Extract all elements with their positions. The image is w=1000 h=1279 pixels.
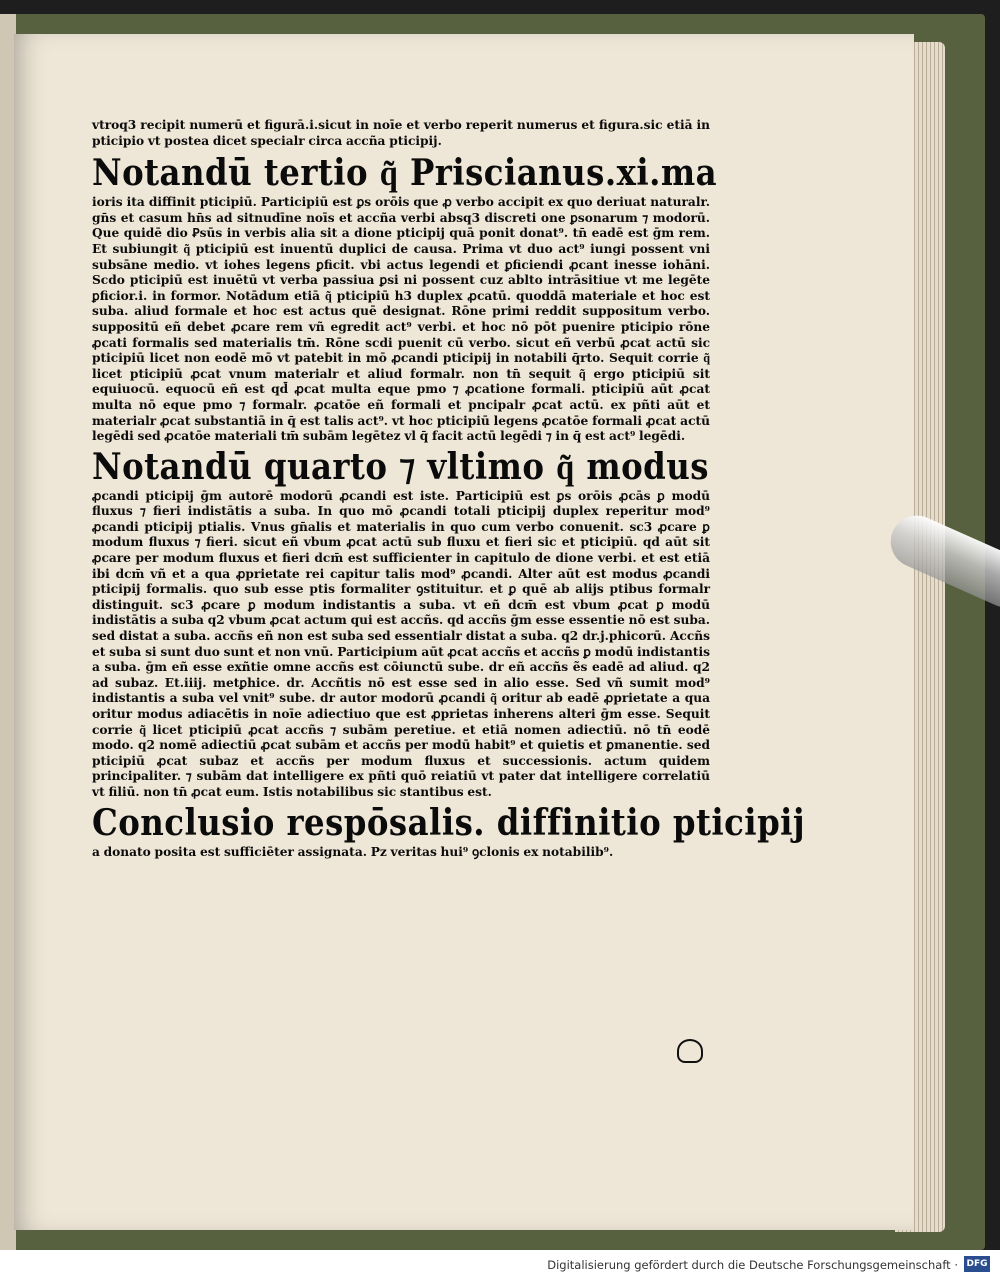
paragraph-2: ioris ita diffinit pticipiū. Participiū est ꝑs orōis que ꝓ verbo accipit ex quo deriuat naturalr. gn̄s et casum hn̄s ad sitnudīne noīs et accña verbi absq3 discreti one ꝑsonarum ⁊ modorū. Que quidē dio Ꝑsūs in verbis alia sit a dione pticipij quā ponit donat⁹. tn̄ eadē est ḡm rem. Et subiungit q͂ pticipiū est inuentū duplici de causa. Prima vt duo act⁹ iungi possent vni subsāne medio. vt iohes legens ꝑficit. vbi actus legendi et ꝑficiendi ꝓcant inesse iohāni. Scdo pticipiū est inuētū vt verba passiua ꝑsi ni possent cuz ablto intrāsitiue vt me legēte ꝑficior.i. in formor. Notādum etiā q͂ pticipiū h3 duplex ꝓcatū. quoddā materiale et hoc est suba. aliud formale et hoc est actus quē designat. Rōne primi reddit suppositum verbo. suppositū eñ debet ꝓcare rem vñ egredit act⁹ verbi. et hoc nō pōt puenire pticipio rōne ꝓcati formalis sed materialis tm̄. Rōne scdi puenit cū verbo. sicut eñ verbū ꝓcat actū sic pticipiū licet non eodē mō vt patebit in mō ꝓcandi pticipij in notabili q̄rto. Sequit corrie q͂ licet pticipiū ꝓcat vnum materialr et aliud formalr. non tn̄ sequit q͂ ergo pticipiū sit equiuocū. equocū eñ est qd̄ ꝓcat multa eque pmo ⁊ ꝓcatione formali. pticipiū aūt ꝓcat multa nō eque pmo ⁊ formalr. ꝓcatōe eñ formali et pncipalr ꝓcat actū. ex pñti aūt et materialr ꝓcat substantiā in q̄ est talis act⁹. vt hoc pticipiū legens ꝓcatōe formali ꝓcat actū legēdi sed ꝓcatōe materiali tm̄ subām legētez vl q̄ facit actū legēdi ⁊ in q̄ est act⁹ legēdi. — [92, 195, 710, 444]
paragraph-3: ꝓcandi pticipij ḡm autorē modorū ꝓcandi est iste. Participiū est ꝑs orōis ꝓcās ꝑ modū fluxus ⁊ fieri indistātis a suba. In quo mō ꝓcandi totali pticipij duplex reperitur mod⁹ ꝓcandi pticipij ptialis. Vnus gn̄alis et materialis in quo cum verbo conuenit. sc3 ꝓcare ꝑ modum fluxus ⁊ fieri. sicut eñ vbum ꝓcat actū sub fluxu et fieri sic et pticipiū. qd aūt sit ꝓcare per modum fluxus et fieri dcm̄ est sufficienter in capitulo de dione verbi. et est etiā ibi dcm̄ vñ et a qua ꝓprietate rei capitur talis mod⁹ ꝓcandi. Alter aūt est modus ꝓcandi pticipij formalis. quo sub esse ptis formaliter ꝯstituitur. et ꝑ quē ab alijs ptibus formalr distinguit. sc3 ꝓcare ꝑ modum indistantis a suba. vt eñ dcm̄ est vbum ꝓcat ꝑ modū indistātis a suba q2 vbum ꝓcat actum qui est accñs. qd accñs ḡm esse essentie nō est suba. sed distat a suba. accñs eñ non est suba sed essentialr distat a suba. q2 dr.j.phicorū. Accñs et suba si sunt duo sunt et non vnū. Participium aūt ꝓcat accñs et accñs ꝑ modū indistantis a suba. ḡm eñ esse exñtie omne accñs est cōiunctū sube. dr eñ accñs ẽs eadē ad aliud. q2 ad subaz. Et.iiij. metꝑhice. dr. Accñtis nō est esse sed in alio esse. Sed vñ sumit mod⁹ indistantis a suba vel vnit⁹ sube. dr autor modorū ꝓcandi q͂ oritur ab eadē ꝓprietate a qua oritur modus adiacētis in noīe adiectiuo que est ꝓprietas inherens alteri ḡm esse. Sequit corrie q͂ licet pticipiū ꝓcat accñs ⁊ subām peretiue. et etiā nomen adiectiū. nō tn̄ eodē modo. q2 nomē adiectiū ꝓcat subām et accñs per modū habit⁹ et quietis et ꝑmanentie. sed pticipiū ꝓcat subaz et accñs per modum fluxus et successionis. actum quidem principaliter. ⁊ subām dat intelligere ex pñti quō reiatiū vt pater dat intelligere correlatiū vt filiū. non tn̄ ꝓcat eum. Istis notabilibus sic stantibus est. — [92, 488, 710, 799]
heading-notandum-quarto: Notandū quarto ⁊ vltimo q͂ modus — [92, 445, 709, 488]
dfg-logo: DFG — [964, 1256, 990, 1272]
heading-notandum-tertio: Notandū tertio q͂ Priscianus.xi.ma — [92, 152, 718, 195]
footer-bar — [0, 1250, 1000, 1279]
heading-conclusio: Conclusio respōsalis. diffinitio pticipij — [92, 801, 806, 844]
footer-credit: Digitalisierung gefördert durch die Deutsche Forschungsgemeinschaft · — [547, 1258, 958, 1272]
signature-mark — [677, 1039, 703, 1063]
paragraph-1: vtroq3 recipit numerū et figurā.i.sicut in noīe et verbo reperit numerus et figura.sic etiā in pticipio vt postea dicet specialr circa accña pticipij. — [92, 118, 710, 148]
paragraph-4: a donato posita est sufficiēter assignata. Pz veritas hui⁹ ꝯclonis ex notabilib⁹. — [92, 844, 614, 859]
text-block — [92, 118, 806, 860]
